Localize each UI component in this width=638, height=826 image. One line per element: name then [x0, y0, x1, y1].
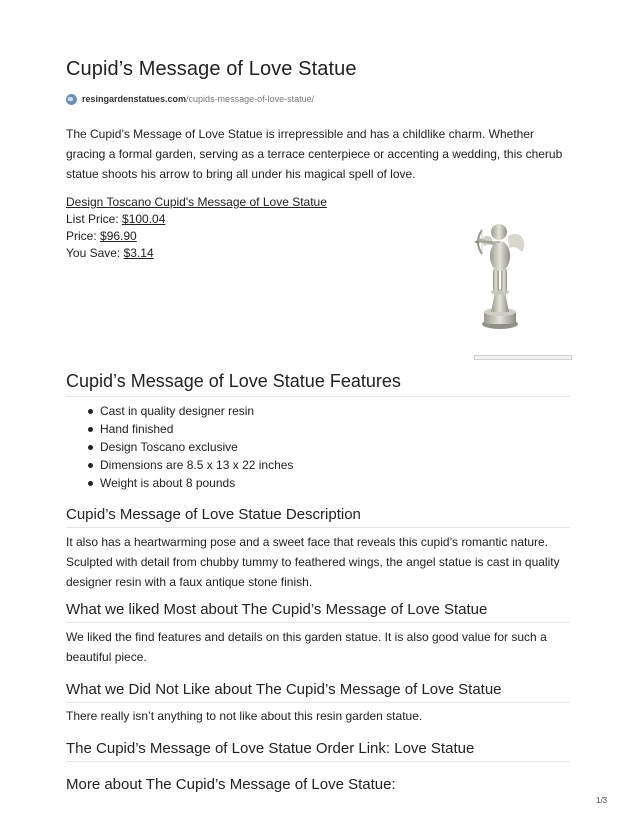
source-path: /cupids-message-of-love-statue/ — [186, 94, 315, 104]
liked-paragraph: We liked the find features and details on this garden statue. It is also good value for such a beautiful piece. — [66, 630, 547, 664]
list-item: Hand finished — [88, 420, 293, 438]
liked-heading: What we liked Most about The Cupid’s Message of Love Statue — [66, 601, 488, 618]
source-domain: resingardenstatues.com — [82, 94, 187, 104]
features-divider — [66, 396, 570, 397]
list-item: Design Toscano exclusive — [88, 438, 293, 456]
description-paragraph: It also has a heartwarming pose and a sweet face that reveals this cupid’s romantic nature. Sculpted with detail from chubby tummy to feathered wings, the angel statue is cast in quality designer resin with a faux antique stone finish. — [66, 535, 560, 589]
disliked-heading: What we Did Not Like about The Cupid’s Message of Love Statue — [66, 681, 502, 698]
description-divider — [66, 527, 570, 528]
list-item: Weight is about 8 pounds — [88, 474, 293, 492]
page-title: Cupid’s Message of Love Statue — [66, 58, 357, 80]
image-caption-bar — [474, 355, 572, 360]
disliked-paragraph: There really isn’t anything to not like about this resin garden statue. — [66, 709, 423, 723]
globe-icon — [66, 94, 77, 105]
product-image[interactable] — [464, 200, 536, 336]
list-price-label: List Price: — [66, 212, 119, 226]
cupid-statue-image — [464, 200, 536, 336]
features-heading: Cupid’s Message of Love Statue Features — [66, 371, 401, 391]
list-item: Dimensions are 8.5 x 13 x 22 inches — [88, 456, 293, 474]
savings-value[interactable]: $3.14 — [123, 246, 154, 260]
price-label: Price: — [66, 229, 97, 243]
disliked-divider — [66, 702, 570, 703]
order-divider — [66, 761, 570, 762]
description-heading: Cupid’s Message of Love Statue Description — [66, 506, 361, 523]
liked-divider — [66, 622, 570, 623]
savings-label: You Save: — [66, 246, 121, 260]
product-link[interactable]: Design Toscano Cupid's Message of Love Statue — [66, 195, 327, 209]
more-heading: More about The Cupid’s Message of Love Statue: — [66, 776, 396, 793]
product-box — [66, 194, 327, 262]
features-list — [88, 402, 293, 492]
list-price-value[interactable]: $100.04 — [122, 212, 166, 226]
source-url[interactable] — [66, 92, 314, 106]
list-item: Cast in quality designer resin — [88, 402, 293, 420]
intro-paragraph: The Cupid’s Message of Love Statue is irrepressible and has a childlike charm. Whether gracing a formal garden, serving as a terrace centerpiece or accenting a wedding, this cherub statue shoots his arrow to bring all under his magical spell of love. — [66, 127, 563, 181]
page-number: 1/3 — [596, 796, 608, 805]
order-heading: The Cupid’s Message of Love Statue Order Link: Love Statue — [66, 740, 475, 757]
price-value[interactable]: $96.90 — [100, 229, 137, 243]
